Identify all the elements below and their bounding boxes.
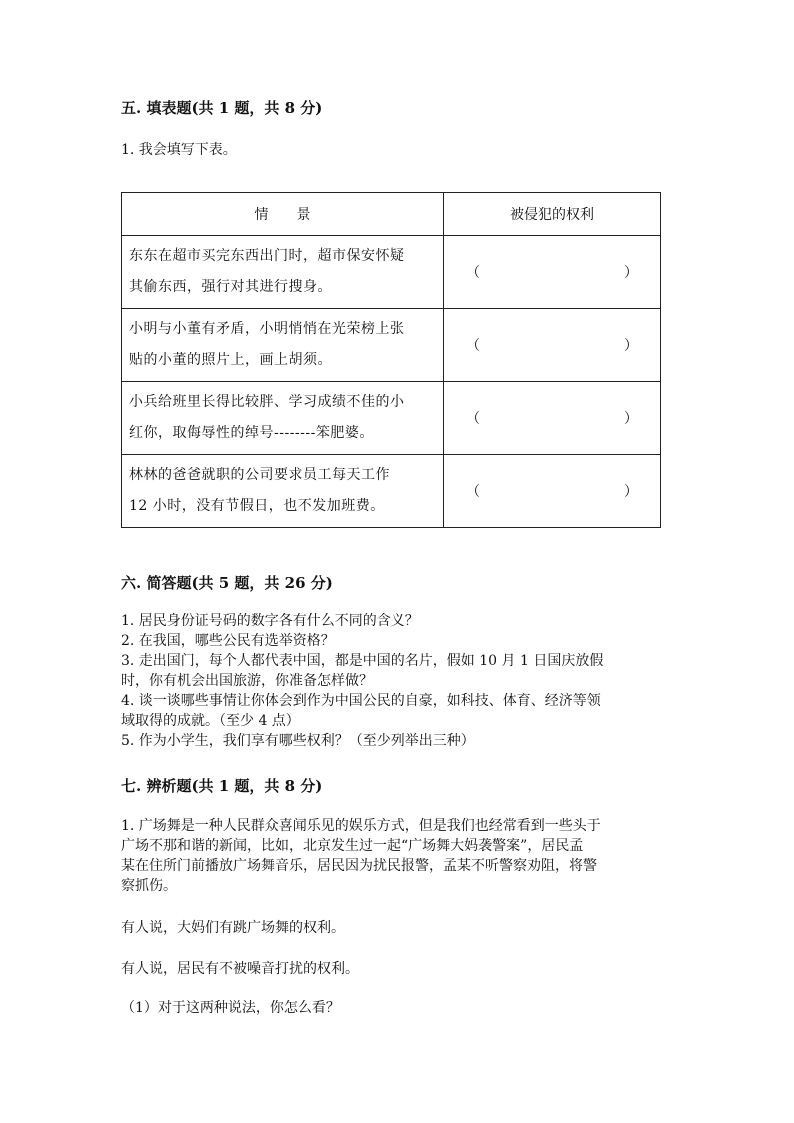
paragraph-line: 1. 广场舞是一种人民群众喜闻乐见的娱乐方式，但是我们也经常看到一些头于 xyxy=(121,818,601,834)
short-answer-line: 2. 在我国，哪些公民有选举资格？ xyxy=(121,633,335,649)
section5-question: 1. 我会填写下表。 xyxy=(121,142,237,158)
section5-title: 五. 填表题(共 1 题，共 8 分) xyxy=(121,99,323,117)
situation-line: 小明与小董有矛盾，小明悄悄在光荣榜上张 xyxy=(129,321,405,337)
close-paren: ） xyxy=(624,411,638,427)
statement-dancers: 有人说，大妈们有跳广场舞的权利。 xyxy=(121,920,345,936)
situation-line: 贴的小董的照片上，画上胡须。 xyxy=(129,352,332,368)
open-paren: （ xyxy=(466,411,480,427)
open-paren: （ xyxy=(466,484,480,500)
table-header-row xyxy=(122,193,661,236)
situation-cell xyxy=(122,309,444,382)
situation-cell xyxy=(122,455,444,528)
close-paren: ） xyxy=(624,265,638,281)
paragraph-line: 某在住所门前播放广场舞音乐，居民因为扰民报警，孟某不听警察劝阻，将警 xyxy=(121,858,597,874)
answer-blank[interactable] xyxy=(444,236,661,309)
table-row xyxy=(122,309,661,382)
situation-cell xyxy=(122,236,444,309)
answer-blank[interactable] xyxy=(444,382,661,455)
table-row xyxy=(122,236,661,309)
open-paren: （ xyxy=(466,338,480,354)
sub-question-1: （1）对于这两种说法，你怎么看？ xyxy=(121,1000,340,1016)
header-situation: 情 景 xyxy=(122,193,444,236)
situation-line: 其偷东西，强行对其进行搜身。 xyxy=(129,279,332,295)
table-row xyxy=(122,455,661,528)
section6-lines xyxy=(121,611,603,751)
rights-table xyxy=(121,192,661,528)
paragraph-line: 察抓伤。 xyxy=(121,878,177,894)
situation-line: 12 小时，没有节假日，也不发加班费。 xyxy=(129,498,385,514)
situation-line: 东东在超市买完东西出门时，超市保安怀疑 xyxy=(129,248,405,264)
statement-residents: 有人说，居民有不被噪音打扰的权利。 xyxy=(121,961,359,977)
short-answer-line: 3. 走出国门，每个人都代表中国，都是中国的名片，假如 10 月 1 日国庆放假 xyxy=(121,653,604,669)
short-answer-line: 5. 作为小学生，我们享有哪些权利？（至少列举出三种） xyxy=(121,733,475,749)
section6-title: 六. 简答题(共 5 题，共 26 分) xyxy=(121,574,333,592)
short-answer-line: 4. 谈一谈哪些事情让你体会到作为中国公民的自豪，如科技、体育、经济等领 xyxy=(121,693,601,709)
answer-blank[interactable] xyxy=(444,455,661,528)
open-paren: （ xyxy=(466,265,480,281)
situation-cell xyxy=(122,382,444,455)
short-answer-line: 时，你有机会出国旅游，你准备怎样做？ xyxy=(121,673,373,689)
short-answer-line: 域取得的成就。（至少 4 点） xyxy=(121,713,300,729)
section7-paragraph xyxy=(121,816,601,896)
close-paren: ） xyxy=(624,484,638,500)
situation-line: 林林的爸爸就职的公司要求员工每天工作 xyxy=(129,467,390,483)
header-violated-right: 被侵犯的权利 xyxy=(444,193,661,236)
short-answer-line: 1. 居民身份证号码的数字各有什么不同的含义？ xyxy=(121,613,419,629)
table-row xyxy=(122,382,661,455)
situation-line: 小兵给班里长得比较胖、学习成绩不佳的小 xyxy=(129,394,405,410)
situation-line: 红你，取侮辱性的绰号--------笨肥婆。 xyxy=(129,425,374,441)
close-paren: ） xyxy=(624,338,638,354)
answer-blank[interactable] xyxy=(444,309,661,382)
paragraph-line: 广场不那和谐的新闻，比如，北京发生过一起“广场舞大妈袭警案”，居民孟 xyxy=(121,838,584,854)
section7-title: 七. 辨析题(共 1 题，共 8 分) xyxy=(121,777,323,795)
